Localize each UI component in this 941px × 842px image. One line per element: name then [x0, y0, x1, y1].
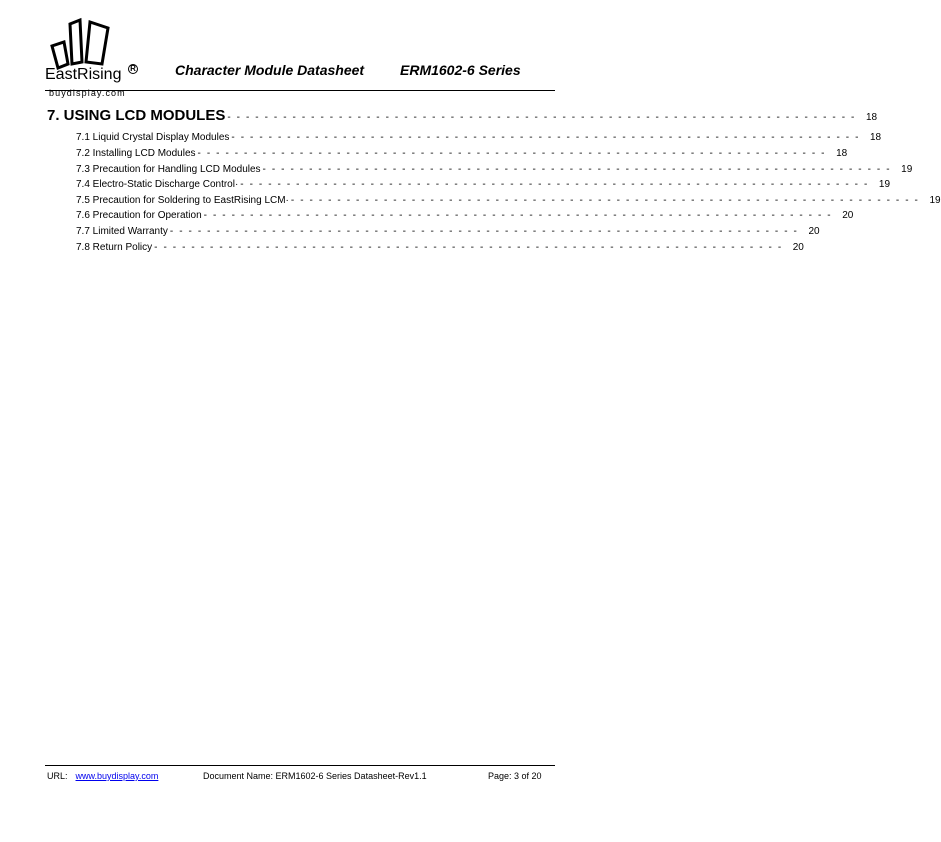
toc-item-label: 7.5 Precaution for Soldering to EastRising LCM·: [76, 195, 289, 206]
toc-page-number: 20: [792, 242, 804, 253]
toc-item-7-3[interactable]: [76, 164, 913, 175]
toc-page-number: 19: [878, 179, 891, 190]
toc-item-7-1[interactable]: [76, 132, 882, 143]
toc-item-7-6[interactable]: [76, 210, 854, 221]
toc-section-label: 7. USING LCD MODULES: [47, 107, 226, 124]
toc-item-label: 7.3 Precaution for Handling LCD Modules: [76, 164, 261, 175]
footer-document-name: Document Name: ERM1602-6 Series Datasheet-Rev1.1: [203, 771, 427, 781]
toc-item-label: 7.1 Liquid Crystal Display Modules: [76, 132, 230, 143]
footer-url-label: URL:: [47, 771, 68, 781]
toc-leader: - - - - - - - - - - - - - - - - - - - - - - - - - - - - - - - - - - - - - - - - - - - - - - - - - - - - - - - - - - - - - - - - - - - -: [197, 148, 827, 159]
registered-mark: R: [128, 64, 138, 74]
toc-item-label: 7.4 Electro-Static Discharge Control·: [76, 179, 239, 190]
toc-leader: - - - - - - - - - - - - - - - - - - - - - - - - - - - - - - - - - - - - - - - - - - - - - - - - - - - - - - - - - - - - - - - - - - - -: [227, 112, 856, 123]
footer-url: [47, 771, 158, 781]
toc-page-number: 18: [836, 148, 848, 159]
toc-item-label: 7.2 Installing LCD Modules: [76, 148, 196, 159]
toc-item-label: 7.7 Limited Warranty: [76, 226, 168, 237]
toc-item-7-5[interactable]: [76, 195, 941, 206]
toc-item-7-8[interactable]: [76, 242, 804, 253]
brand-name: EastRising: [45, 66, 122, 83]
toc-page-number: 20: [808, 226, 820, 237]
toc-page-number: 19: [901, 164, 913, 175]
toc-item-7-2[interactable]: [76, 148, 848, 159]
toc-leader: - - - - - - - - - - - - - - - - - - - - - - - - - - - - - - - - - - - - - - - - - - - - - - - - - - - - - - - - - - - - - - - - - - - -: [231, 132, 860, 143]
toc-leader: - - - - - - - - - - - - - - - - - - - - - - - - - - - - - - - - - - - - - - - - - - - - - - - - - - - - - - - - - - - - - - - - - - - -: [262, 164, 892, 175]
brand-website: buydisplay.com: [49, 88, 126, 98]
document-title: Character Module Datasheet: [175, 62, 365, 78]
toc-item-label: 7.6 Precaution for Operation: [76, 210, 202, 221]
footer-page-number: Page: 3 of 20: [488, 771, 542, 781]
header-divider: [45, 90, 555, 91]
toc-leader: - - - - - - - - - - - - - - - - - - - - - - - - - - - - - - - - - - - - - - - - - - - - - - - - - - - - - - - - - - - - - - - - - - - -: [240, 179, 869, 190]
toc-leader: - - - - - - - - - - - - - - - - - - - - - - - - - - - - - - - - - - - - - - - - - - - - - - - - - - - - - - - - - - - - - - - - - - - -: [169, 226, 799, 237]
toc-page-number: 20: [842, 210, 854, 221]
toc-leader: - - - - - - - - - - - - - - - - - - - - - - - - - - - - - - - - - - - - - - - - - - - - - - - - - - - - - - - - - - - - - - - - - - - -: [290, 195, 920, 206]
toc-section-7[interactable]: [47, 107, 878, 124]
toc-page-number: 18: [870, 132, 882, 143]
eastrising-logo: [40, 18, 150, 100]
toc-item-7-4[interactable]: [76, 179, 891, 190]
toc-page-number: 19: [929, 195, 941, 206]
toc-page-number: 18: [865, 112, 878, 123]
toc-leader: - - - - - - - - - - - - - - - - - - - - - - - - - - - - - - - - - - - - - - - - - - - - - - - - - - - - - - - - - - - - - - - - - - - -: [154, 242, 783, 253]
toc-item-label: 7.8 Return Policy: [76, 242, 153, 253]
logo-mark-icon: [50, 18, 110, 70]
toc-item-7-7[interactable]: [76, 226, 820, 237]
series-title: ERM1602-6 Series: [400, 62, 521, 78]
toc-leader: - - - - - - - - - - - - - - - - - - - - - - - - - - - - - - - - - - - - - - - - - - - - - - - - - - - - - - - - - - - - - - - - - - - -: [203, 210, 833, 221]
website-link[interactable]: www.buydisplay.com: [75, 771, 159, 781]
footer-divider: [45, 765, 555, 766]
